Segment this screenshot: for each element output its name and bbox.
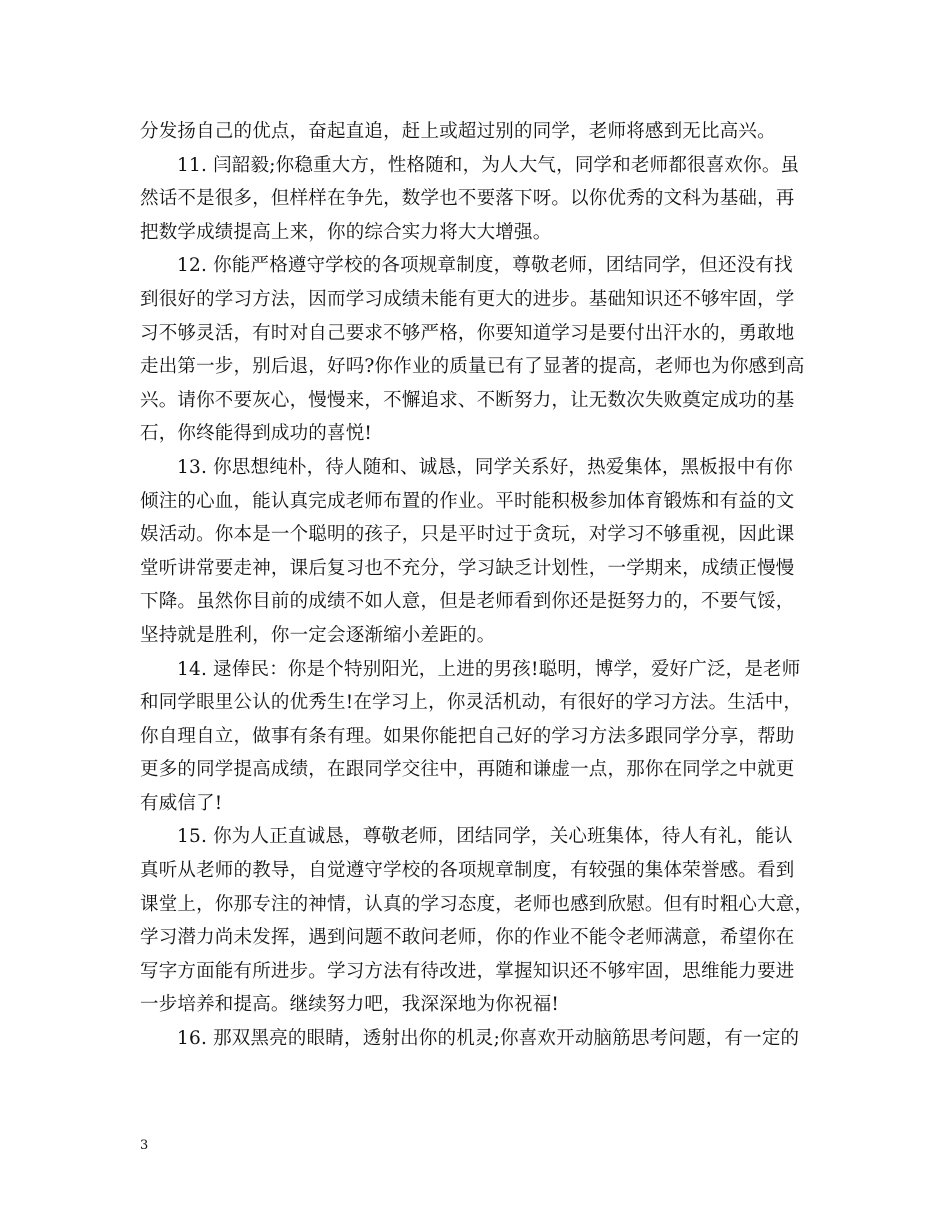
text-line: 然话不是很多，但样样在争先，数学也不要落下呀。以你优秀的文科为基础，再 — [140, 188, 795, 210]
text-line: 兴。请你不要灰心，慢慢来，不懈追求、不断努力，让无数次失败奠定成功的基 — [140, 389, 795, 411]
text-line: 一步培养和提高。继续努力吧，我深深地为你祝福! — [140, 994, 560, 1016]
text-line: 和同学眼里公认的优秀生!在学习上，你灵活机动，有很好的学习方法。生活中， — [140, 692, 803, 714]
paragraph-15-line: 15. 你为人正直诚恳，尊敬老师，团结同学，关心班集体，待人有礼，能认 — [177, 826, 793, 848]
paragraph-11-line: 11. 闫韶毅;你稳重大方，性格随和，为人大气，同学和老师都很喜欢你。虽 — [177, 154, 800, 176]
text-line: 真听从老师的教导，自觉遵守学校的各项规章制度，有较强的集体荣誉感。看到 — [140, 860, 795, 882]
body-text — [140, 115, 820, 1056]
text-line: 走出第一步，别后退，好吗?你作业的质量已有了显著的提高，老师也为你感到高 — [140, 356, 805, 378]
text-line: 有威信了! — [140, 792, 223, 814]
paragraph-12-line: 12. 你能严格遵守学校的各项规章制度，尊敬老师，团结同学，但还没有找 — [177, 255, 793, 277]
text-line: 到很好的学习方法，因而学习成绩未能有更大的进步。基础知识还不够牢固，学 — [140, 288, 795, 310]
text-line: 娱活动。你本是一个聪明的孩子，只是平时过于贪玩，对学习不够重视，因此课 — [140, 524, 795, 546]
paragraph-14-line: 14. 逯俸民：你是个特别阳光，上进的男孩!聪明，博学，爱好广泛，是老师 — [177, 658, 801, 680]
page-number: 3 — [140, 1138, 149, 1153]
paragraph-13-line: 13. 你思想纯朴，待人随和、诚恳，同学关系好，热爱集体，黑板报中有你 — [177, 456, 793, 478]
text-line: 下降。虽然你目前的成绩不如人意，但是老师看到你还是挺努力的，不要气馁， — [140, 591, 795, 613]
text-line: 把数学成绩提高上来，你的综合实力将大大增强。 — [140, 221, 552, 243]
text-line: 分发扬自己的优点，奋起直追，赶上或超过别的同学，老师将感到无比高兴。 — [140, 121, 776, 142]
text-line: 写字方面能有所进步。学习方法有待改进，掌握知识还不够牢固，思维能力要进 — [140, 960, 795, 982]
text-line: 倾注的心血，能认真完成老师布置的作业。平时能积极参加体育锻炼和有益的文 — [140, 490, 795, 512]
text-line: 你自理自立，做事有条有理。如果你能把自己好的学习方法多跟同学分享，帮助 — [140, 725, 795, 747]
text-line: 堂听讲常要走神，课后复习也不充分，学习缺乏计划性，一学期来，成绩正慢慢 — [140, 557, 795, 579]
text-line: 习不够灵活，有时对自己要求不够严格，你要知道学习是要付出汗水的，勇敢地 — [140, 322, 795, 344]
text-line: 坚持就是胜利，你一定会逐渐缩小差距的。 — [140, 624, 496, 646]
text-line: 课堂上，你那专注的神情，认真的学习态度，老师也感到欣慰。但有时粗心大意， — [140, 893, 814, 915]
paragraph-16-line: 16. 那双黑亮的眼睛，透射出你的机灵;你喜欢开动脑筋思考问题，有一定的 — [177, 1028, 800, 1050]
text-line: 石，你终能得到成功的喜悦! — [140, 423, 373, 445]
text-line: 更多的同学提高成绩，在跟同学交往中，再随和谦虚一点，那你在同学之中就更 — [140, 759, 795, 781]
text-line: 学习潜力尚未发挥，遇到问题不敢问老师，你的作业不能令老师满意，希望你在 — [140, 927, 795, 949]
